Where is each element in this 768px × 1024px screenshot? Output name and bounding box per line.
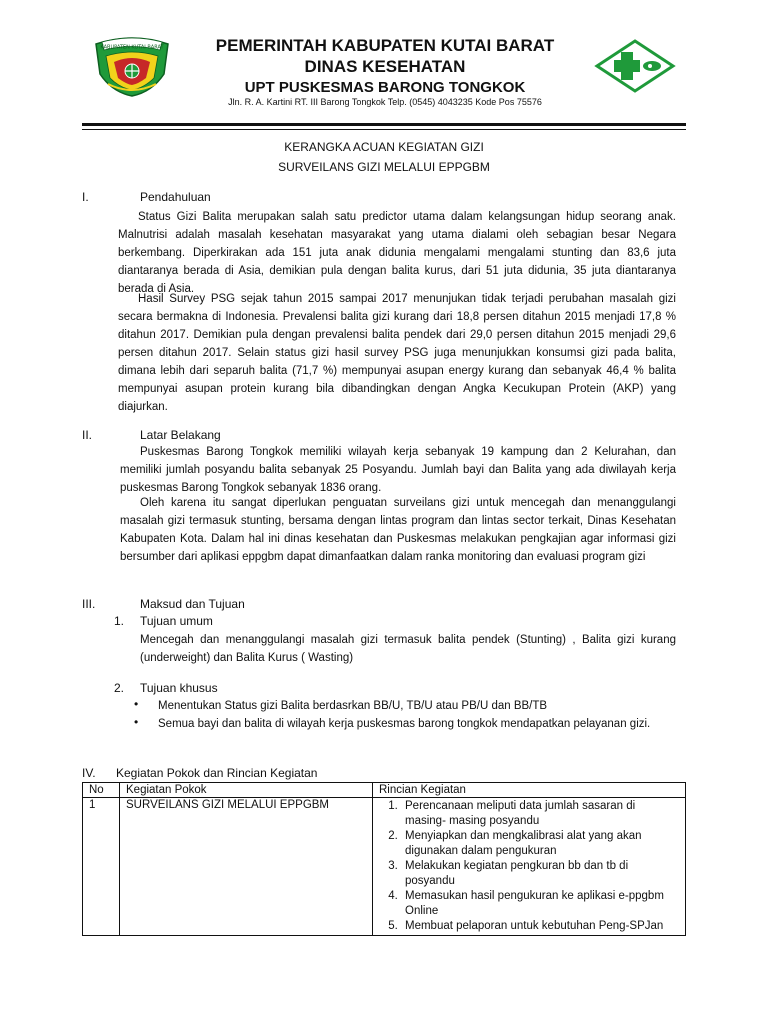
tujuan-khusus-title: Tujuan khusus [140,681,218,695]
header-kegiatan-pokok: Kegiatan Pokok [120,783,373,798]
section-2-paragraph-2: Oleh karena itu sangat diperlukan penguatan surveilans gizi untuk mencegah dan menanggulangi masalah gizi termasuk stunting, bersama dengan lintas program dan lintas sector terkait, Dinas Kesehatan Kabupaten Kota. Dalam hal ini dinas kesehatan dan Puskesmas melakukan pengkajian agar informasi gizi bersumber dari aplikasi eppgbm dapat dimanfaatkan dalam ranka monitoring dan evaluasi program gizi [120,497,676,563]
section-2-paragraph-1: Puskesmas Barong Tongkok memiliki wilayah kerja sebanyak 19 kampung dan 2 Kelurahan, dan memiliki jumlah posyandu balita sebanyak 25 Posyandu. Jumlah bayi dan Balita yang ada diwilayah kerja puskesmas Barong Tongkok sebanyak 1836 orang. [120,446,676,494]
tujuan-umum-text: Mencegah dan menanggulangi masalah gizi termasuk balita pendek (Stunting) , Balita gizi kurang (underweight) dan Balita Kurus ( Wasting) [140,634,676,664]
rincian-item: 3. Melakukan kegiatan pengkuran bb dan tb di posyandu [401,859,679,889]
kutai-barat-emblem-icon [92,34,172,98]
tujuan-khusus-number: 2. [114,681,125,695]
rincian-item: 1. Perencanaan meliputi data jumlah sasaran di masing- masing posyandu [401,799,679,829]
puskesmas-logo-icon [594,38,676,94]
kegiatan-table [82,782,686,936]
svg-text:KABUPATEN KUTAI BARAT: KABUPATEN KUTAI BARAT [100,44,164,51]
header-rincian-kegiatan: Rincian Kegiatan [373,783,686,798]
rincian-item: 5. Membuat pelaporan untuk kebutuhan Peng-SPJan [401,919,679,934]
rincian-item: 4. Memasukan hasil pengukuran ke aplikasi e-ppgbm Online [401,889,679,919]
section-1-paragraph-2: Hasil Survey PSG sejak tahun 2015 sampai 2017 menunjukan tidak terjadi perubahan masalah gizi secara bermakna di Indonesia. Prevalensi balita gizi kurang dari 18,8 persen ditahun 2015 menjadi 17,8 % ditahun 2017. Demikian pula dengan prevalensi balita pendek dari 29,0 persen ditahun 2015 menjadi 29,6 persen ditahun 2017. Selain status gizi hasil survey PSG juga menunjukkan konsumsi gizi pada balita, dimana lebih dari separuh balita (71,7 %) mempunyai asupan energy kurang dan sebanyak 46,4 % balita mempunyai asupan protein kurang bila dibandingkan dengan Angka Kecukupan Protein (AKP) yang diajurkan. [118,293,676,413]
letterhead-rule-thick [82,123,686,126]
cell-no: 1 [83,798,120,936]
tujuan-khusus-item-1: Menentukan Status gizi Balita berdasrkan BB/U, TB/U atau PB/U dan BB/TB [158,700,548,712]
section-1-number: I. [82,190,89,204]
cell-kegiatan-pokok: SURVEILANS GIZI MELALUI EPPGBM [120,798,373,936]
section-2-title: Latar Belakang [140,428,221,442]
document-subtitle: SURVEILANS GIZI MELALUI EPPGBM [278,160,490,174]
cell-rincian-kegiatan [373,798,686,936]
tujuan-umum-title: Tujuan umum [140,614,213,628]
table-header-row [83,783,686,798]
letterhead-government: PEMERINTAH KABUPATEN KUTAI BARAT [215,36,555,55]
section-4-number: IV. [82,766,96,780]
table-row [83,798,686,936]
rincian-item: 2. Menyiapkan dan mengkalibrasi alat yang akan digunakan dalam pengukuran [401,829,679,859]
section-3-title: Maksud dan Tujuan [140,597,245,611]
tujuan-umum-number: 1. [114,614,125,628]
letterhead-unit: UPT PUSKESMAS BARONG TONGKOK [244,79,526,96]
section-1-title: Pendahuluan [140,190,211,204]
letterhead-department: DINAS KESEHATAN [304,57,466,76]
section-4-title: Kegiatan Pokok dan Rincian Kegiatan [116,766,318,780]
header-no: No [83,783,120,798]
rincian-list [379,799,679,934]
document-title: KERANGKA ACUAN KEGIATAN GIZI [284,140,484,154]
bullet-icon: • [134,697,139,711]
section-1-paragraph-1: Status Gizi Balita merupakan salah satu predictor utama dalam kelangsungan hidup seorang anak. Malnutrisi adalah masalah kesehatan masyarakat yang utama dialami oleh sebagian besar Negara berkembang. Diperkirakan ada 151 juta anak didunia mengalami mengalami stunting dan 83,6 juta diantaranya berada di Asia, demikian pula dengan balita kurus, dari 51 juta didunia, 35 juta diantaranya berada di Asia. [118,211,676,295]
section-2-number: II. [82,428,93,442]
bullet-icon: • [134,715,139,729]
letterhead-address: Jln. R. A. Kartini RT. III Barong Tongkok Telp. (0545) 4043235 Kode Pos 75576 [228,97,542,107]
section-3-number: III. [82,597,96,611]
letterhead-rule-thin [82,129,686,130]
tujuan-khusus-item-2: Semua bayi dan balita di wilayah kerja puskesmas barong tongkok mendapatkan pelayanan gizi. [158,718,651,730]
